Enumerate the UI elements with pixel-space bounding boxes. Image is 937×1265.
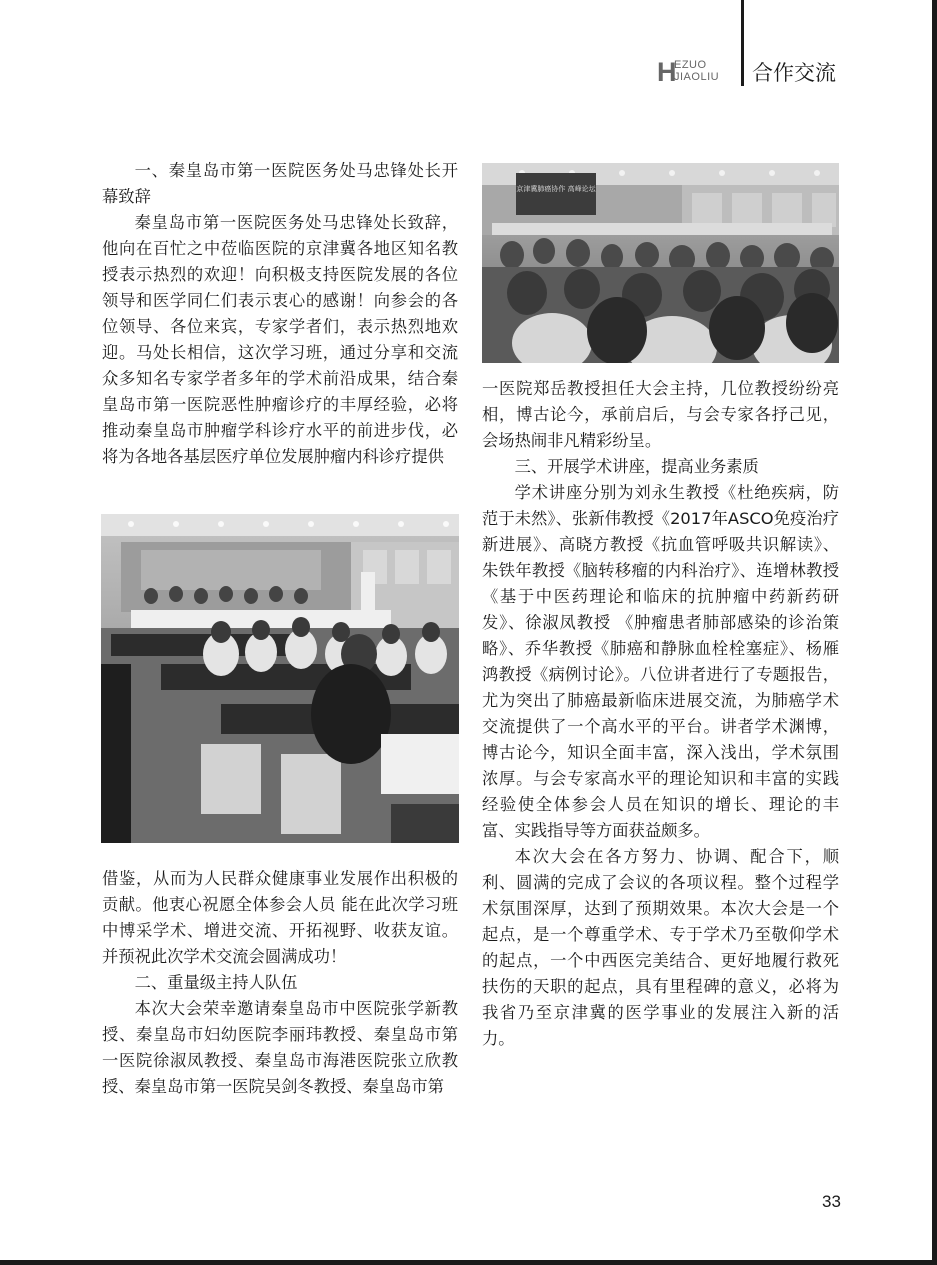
paragraph-opening-speech: 秦皇岛市第一医院医务处马忠锋处长致辞，他向在百忙之中莅临医院的京津冀各地区知名教授表示热烈的欢迎！向积极支持医院发展的各位领导和医学同仁们表示衷心的感谢！向参会的各位领导、各位来宾，专家学者们，表示热烈地欢迎。马处长相信，这次学习班，通过分享和交流众多知名专家学者多年的学术前沿成果，结合秦皇岛市第一医院恶性肿瘤诊疗的丰厚经验，必将推动秦皇岛市肿瘤学科诊疗水平的前进步伐，必将为各地各基层医疗单位发展肿瘤内科诊疗提供 <box>102 213 458 466</box>
meeting-room-illustration <box>101 514 459 843</box>
page-border-bottom <box>0 1260 937 1265</box>
left-column-bottom-text <box>102 866 458 1100</box>
conference-hall-illustration <box>482 163 839 363</box>
page-border-right <box>932 0 937 1265</box>
subheading-opening-speech: 一、秦皇岛市第一医院医务处马忠锋处长开幕致辞 <box>102 161 458 206</box>
header-vertical-rule <box>741 0 744 86</box>
meeting-room-photo <box>101 514 459 843</box>
page-number: 33 <box>822 1192 841 1211</box>
subheading-lectures: 三、开展学术讲座，提高业务素质 <box>514 457 759 476</box>
left-column-top-text <box>102 158 458 470</box>
logo-text-line1: EZUO <box>674 59 707 71</box>
section-title: 合作交流 <box>752 61 836 85</box>
paragraph-hosts-continued: 一医院郑岳教授担任大会主持，几位教授纷纷亮相，博古论今，承前启后，与会专家各抒己见，会场热闹非凡精彩纷呈。 <box>482 379 839 450</box>
right-column-text <box>482 376 839 1052</box>
conference-hall-photo <box>482 163 839 363</box>
subheading-hosts: 二、重量级主持人队伍 <box>134 973 298 992</box>
banner-text: 京津冀肺癌协作 高峰论坛 <box>516 185 596 193</box>
logo-text-line2: JIAOLIU <box>674 71 720 83</box>
paragraph-lectures: 学术讲座分别为刘永生教授《杜绝疾病，防范于未然》、张新伟教授《2017年ASCO免疫治疗新进展》、高晓方教授《抗血管呼吸共识解读》、朱铁年教授《脑转移瘤的内科治疗》、连增林教授《基于中医药理论和临床的抗肿瘤中药新药研发》、徐淑凤教授 《肿瘤患者肺部感染的诊治策略》、乔华教授《肺癌和静脉血栓栓塞症》、杨雁鸿教授《病例讨论》。八位讲者进行了专题报告，尤为突出了肺癌最新临床进展交流，为肺癌学术交流提供了一个高水平的平台。讲者学术渊博，博古论今，知识全面丰富，深入浅出，学术氛围浓厚。与会专家高水平的理论知识和丰富的实践经验使全体参会人员在知识的增长、理论的丰富、实践指导等方面获益颇多。 <box>482 483 839 840</box>
paragraph-hosts: 本次大会荣幸邀请秦皇岛市中医院张学新教授、秦皇岛市妇幼医院李丽玮教授、秦皇岛市第一医院徐淑凤教授、秦皇岛市海港医院张立欣教授、秦皇岛市第一医院吴剑冬教授、秦皇岛市第 <box>102 999 458 1096</box>
section-logo <box>657 59 737 85</box>
paragraph-opening-speech-continued: 借鉴，从而为人民群众健康事业发展作出积极的贡献。他衷心祝愿全体参会人员 能在此次学习班中博采学术、增进交流、开拓视野、收获友谊。并预祝此次学术交流会圆满成功！ <box>102 869 458 966</box>
logo-letter: H <box>657 57 677 87</box>
paragraph-conclusion: 本次大会在各方努力、协调、配合下，顺利、圆满的完成了会议的各项议程。整个过程学术氛围深厚，达到了预期效果。本次大会是一个起点，是一个尊重学术、专于学术乃至敬仰学术的起点，一个中西医完美结合、更好地履行救死扶伤的天职的起点，具有里程碑的意义，必将为我省乃至京津冀的医学事业的发展注入新的活力。 <box>482 847 839 1048</box>
